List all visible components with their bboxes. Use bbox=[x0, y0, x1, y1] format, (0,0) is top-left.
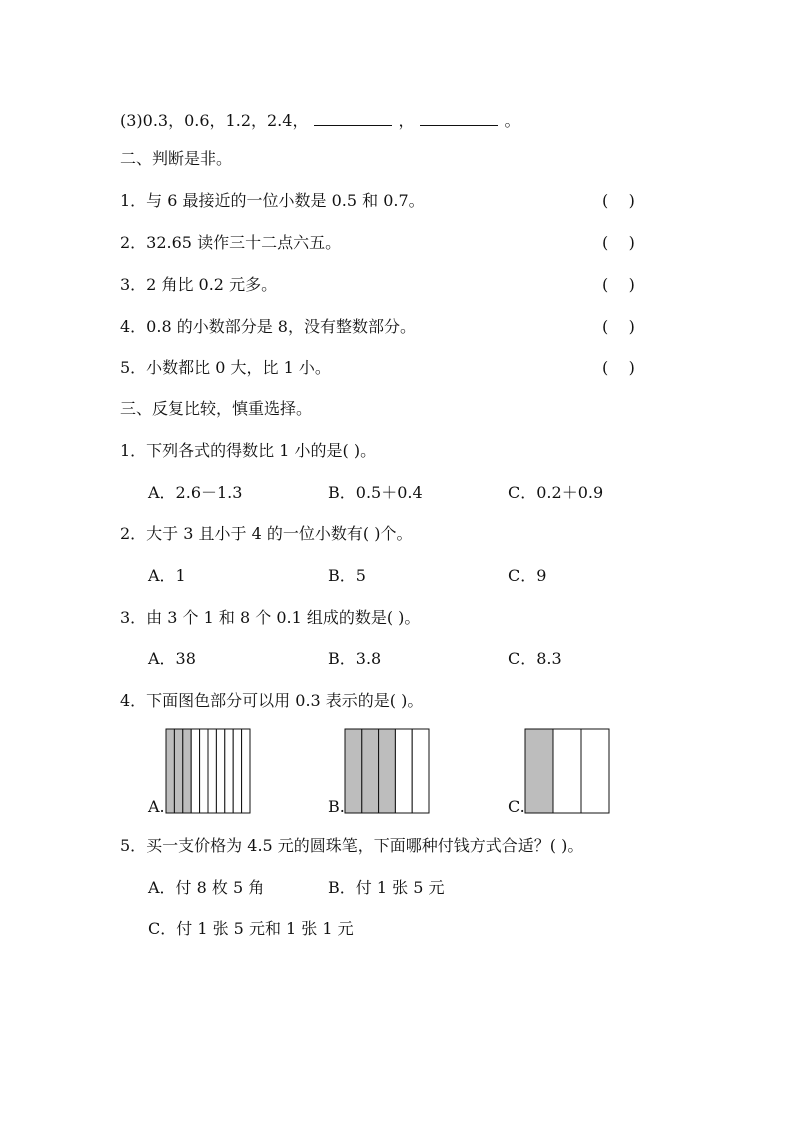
q3-option-a[interactable]: A．38 bbox=[148, 649, 196, 668]
unshaded-part bbox=[242, 729, 250, 813]
q1-option-b[interactable]: B．0.5＋0.4 bbox=[328, 483, 423, 502]
end-mark: 。 bbox=[504, 111, 521, 130]
unshaded-part bbox=[395, 729, 412, 813]
unshaded-part bbox=[208, 729, 216, 813]
section-2-title: 二、判断是非。 bbox=[120, 149, 233, 168]
figure-option-a[interactable] bbox=[165, 728, 251, 814]
q3-option-b[interactable]: B．3.8 bbox=[328, 649, 382, 668]
choice-question-2: 2．大于 3 且小于 4 的一位小数有( )个。 bbox=[120, 524, 413, 543]
q4-option-b-label: B. bbox=[328, 797, 345, 816]
unshaded-part bbox=[216, 729, 224, 813]
q3-option-c[interactable]: C．8.3 bbox=[508, 649, 562, 668]
judge-answer-5[interactable]: ( ) bbox=[602, 358, 635, 377]
judge-item-4: 4．0.8 的小数部分是 8，没有整数部分。 bbox=[120, 317, 416, 336]
shaded-part bbox=[166, 729, 174, 813]
shaded-part bbox=[362, 729, 379, 813]
judge-item-3: 3．2 角比 0.2 元多。 bbox=[120, 275, 278, 294]
unshaded-part bbox=[581, 729, 609, 813]
figure-option-b[interactable] bbox=[344, 728, 430, 814]
judge-item-1: 1．与 6 最接近的一位小数是 0.5 和 0.7。 bbox=[120, 191, 425, 210]
choice-question-1: 1．下列各式的得数比 1 小的是( )。 bbox=[120, 441, 377, 460]
q2-option-c[interactable]: C．9 bbox=[508, 566, 547, 585]
answer-blank-1[interactable] bbox=[314, 111, 392, 126]
figure-option-c[interactable] bbox=[524, 728, 610, 814]
separator: ， bbox=[398, 111, 415, 130]
unshaded-part bbox=[200, 729, 208, 813]
sequence-question bbox=[120, 110, 520, 132]
judge-answer-2[interactable]: ( ) bbox=[602, 233, 635, 252]
unshaded-part bbox=[233, 729, 241, 813]
q1-option-c[interactable]: C．0.2＋0.9 bbox=[508, 483, 604, 502]
section-3-title: 三、反复比较，慎重选择。 bbox=[120, 399, 313, 418]
q2-option-b[interactable]: B．5 bbox=[328, 566, 366, 585]
unshaded-part bbox=[191, 729, 199, 813]
q4-option-c-label: C. bbox=[508, 797, 525, 816]
q2-option-a[interactable]: A．1 bbox=[148, 566, 186, 585]
judge-item-2: 2．32.65 读作三十二点六五。 bbox=[120, 233, 342, 252]
shaded-part bbox=[379, 729, 396, 813]
unshaded-part bbox=[553, 729, 581, 813]
shaded-part bbox=[345, 729, 362, 813]
judge-answer-4[interactable]: ( ) bbox=[602, 317, 635, 336]
q5-option-c[interactable]: C．付 1 张 5 元和 1 张 1 元 bbox=[148, 919, 354, 938]
shaded-part bbox=[525, 729, 553, 813]
shaded-part bbox=[183, 729, 191, 813]
sequence-text: (3)0.3，0.6，1.2，2.4， bbox=[120, 111, 309, 130]
q5-option-b[interactable]: B．付 1 张 5 元 bbox=[328, 878, 445, 897]
q4-option-a-label: A. bbox=[148, 797, 165, 816]
choice-question-5: 5．买一支价格为 4.5 元的圆珠笔，下面哪种付钱方式合适？( )。 bbox=[120, 836, 584, 855]
shaded-part bbox=[174, 729, 182, 813]
answer-blank-2[interactable] bbox=[420, 111, 498, 126]
judge-answer-1[interactable]: ( ) bbox=[602, 191, 635, 210]
choice-question-3: 3．由 3 个 1 和 8 个 0.1 组成的数是( )。 bbox=[120, 608, 421, 627]
q1-option-a[interactable]: A．2.6－1.3 bbox=[148, 483, 243, 502]
choice-question-4: 4．下面图色部分可以用 0.3 表示的是( )。 bbox=[120, 691, 424, 710]
unshaded-part bbox=[225, 729, 233, 813]
q5-option-a[interactable]: A．付 8 枚 5 角 bbox=[148, 878, 265, 897]
unshaded-part bbox=[412, 729, 429, 813]
judge-item-5: 5．小数都比 0 大，比 1 小。 bbox=[120, 358, 331, 377]
judge-answer-3[interactable]: ( ) bbox=[602, 275, 635, 294]
